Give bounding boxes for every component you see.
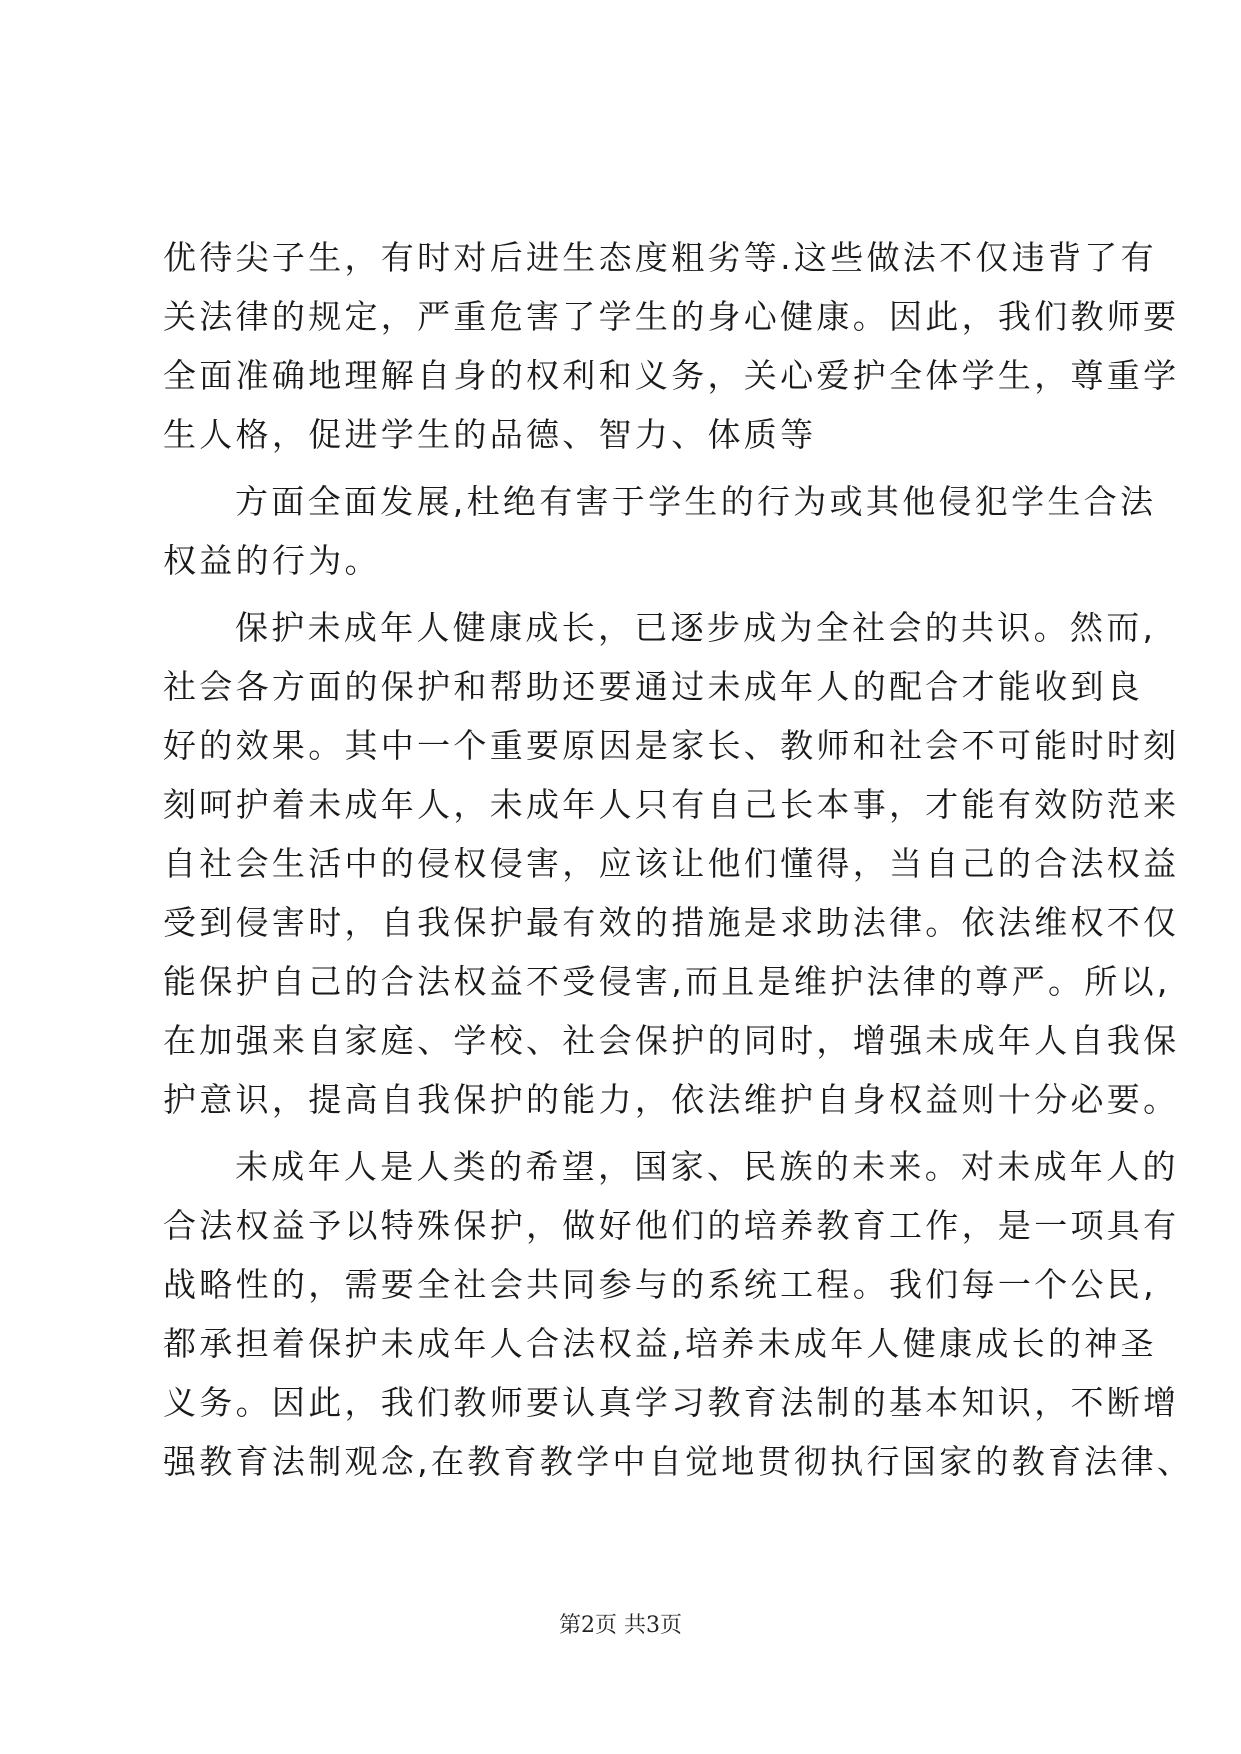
text-line: 强教育法制观念,在教育教学中自觉地贯彻执行国家的教育法律、 <box>163 1442 1194 1481</box>
text-line: 权益的行为。 <box>163 541 381 580</box>
text-line: 未成年人是人类的希望，国家、民族的未来。对未成年人的 <box>235 1147 1179 1186</box>
text-line: 关法律的规定，严重危害了学生的身心健康。因此，我们教师要 <box>163 297 1180 336</box>
text-line: 合法权益予以特殊保护，做好他们的培养教育工作，是一项具有 <box>163 1206 1180 1245</box>
page-footer: 第2页 共3页 <box>559 1613 682 1638</box>
text-line: 刻呵护着未成年人，未成年人只有自己长本事，才能有效防范来 <box>163 785 1180 824</box>
text-line: 方面全面发展,杜绝有害于学生的行为或其他侵犯学生合法 <box>235 482 1157 521</box>
text-line: 战略性的，需要全社会共同参与的系统工程。我们每一个公民, <box>163 1265 1157 1304</box>
paragraph <box>163 1137 1194 1491</box>
body-text <box>163 228 1194 1491</box>
text-line: 好的效果。其中一个重要原因是家长、教师和社会不可能时时刻 <box>163 726 1180 765</box>
paragraph <box>163 598 1180 1129</box>
text-line: 能保护自己的合法权益不受侵害,而且是维护法律的尊严。所以, <box>163 962 1171 1001</box>
text-line: 在加强来自家庭、学校、社会保护的同时，增强未成年人自我保 <box>163 1021 1180 1060</box>
text-line: 护意识，提高自我保护的能力，依法维护自身权益则十分必要。 <box>163 1080 1180 1119</box>
text-line: 生人格，促进学生的品德、智力、体质等 <box>163 415 817 454</box>
text-line: 全面准确地理解自身的权利和义务，关心爱护全体学生，尊重学 <box>163 356 1180 395</box>
text-line: 都承担着保护未成年人合法权益,培养未成年人健康成长的神圣 <box>163 1324 1157 1363</box>
paragraph <box>163 228 1180 464</box>
text-line: 受到侵害时，自我保护最有效的措施是求助法律。依法维权不仅 <box>163 903 1180 942</box>
text-line: 社会各方面的保护和帮助还要通过未成年人的配合才能收到良 <box>163 667 1144 706</box>
text-line: 自社会生活中的侵权侵害，应该让他们懂得，当自己的合法权益 <box>163 844 1180 883</box>
text-line: 优待尖子生，有时对后进生态度粗劣等.这些做法不仅违背了有 <box>163 238 1157 277</box>
text-line: 保护未成年人健康成长，已逐步成为全社会的共识。然而, <box>235 608 1157 647</box>
text-line: 义务。因此，我们教师要认真学习教育法制的基本知识，不断增 <box>163 1383 1180 1422</box>
paragraph <box>163 472 1157 590</box>
